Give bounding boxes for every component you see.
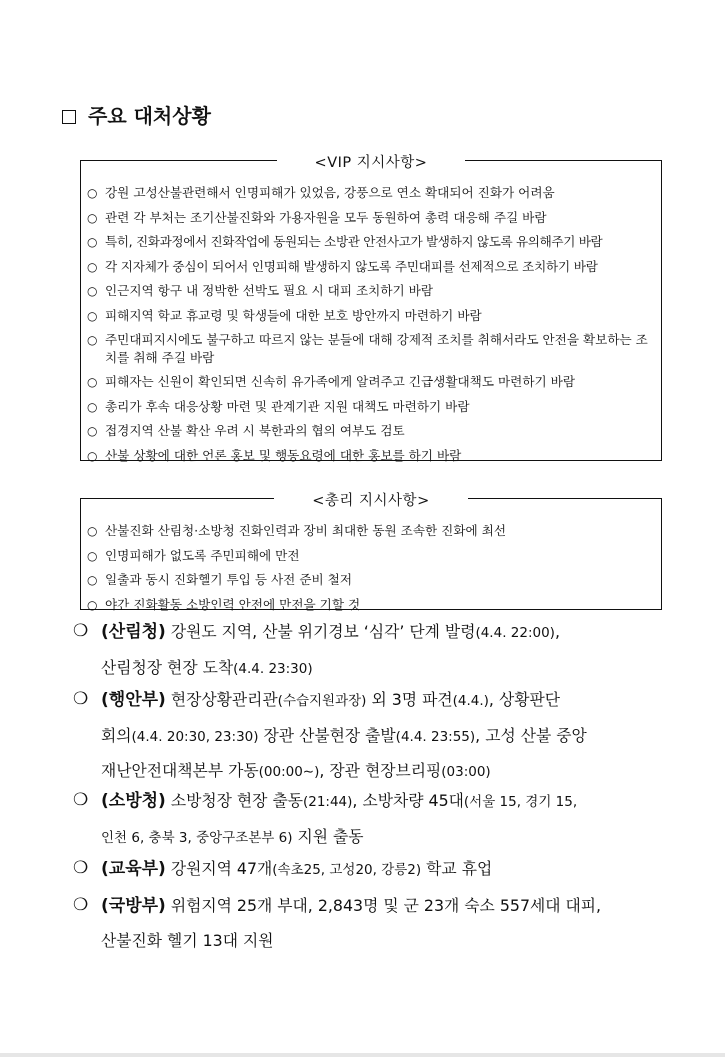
circle-bullet-icon: ○ (87, 333, 98, 347)
list-item: ○ 피해지역 학교 휴교령 및 학생들에 대한 보호 방안까지 마련하기 바람 (87, 304, 655, 329)
list-item: ○ 야간 진화활동 소방인력 안전에 만전을 기할 것 (87, 593, 655, 618)
agency-interior-ministry: ❍ (행안부) 현장상황관리관(수습지원과장) 외 3명 파견(4.4.), 상황판단 회의(4.4. 20:30, 23:30) 장관 산불현장 출발(4.4. 23:55), 고성 산불 중앙 재난안전대책본부 가동(00:00∼), 장관 현장브리핑(03:00) (73, 683, 665, 790)
circle-bullet-icon: ○ (87, 210, 98, 225)
circle-bullet-icon: ○ (87, 548, 98, 563)
pm-box-title: <총리 지시사항> (274, 493, 467, 509)
list-item: ○ 강원 고성산불관련해서 인명피해가 있었음, 강풍으로 연소 확대되어 진화가 어려움 (87, 181, 655, 206)
hollow-circle-bullet-icon: ❍ (73, 689, 89, 709)
circle-bullet-icon: ○ (87, 399, 98, 414)
circle-bullet-icon: ○ (87, 259, 98, 274)
list-item: ○ 총리가 후속 대응상황 마련 및 관계기관 지원 대책도 마련하기 바람 (87, 395, 655, 420)
circle-bullet-icon: ○ (87, 597, 98, 612)
agency-fire-agency: ❍ (소방청) 소방청장 현장 출동(21:44), 소방차량 45대(서울 15, 경기 15, 인천 6, 충북 3, 중앙구조본부 6) 지원 출동 (73, 784, 665, 855)
hollow-circle-bullet-icon: ❍ (73, 895, 89, 915)
circle-bullet-icon: ○ (87, 375, 98, 389)
circle-bullet-icon: ○ (87, 284, 98, 298)
list-item: ○ 산불 상황에 대한 언론 홍보 및 행동요령에 대한 홍보를 하기 바람 (87, 444, 655, 469)
list-item: ○ 인명피해가 없도록 주민피해에 만전 (87, 544, 655, 569)
section-title: 주요 대처상황 (62, 100, 211, 129)
agency-name: (소방청) (101, 791, 166, 811)
hollow-circle-bullet-icon: ❍ (73, 790, 89, 810)
list-item: ○ 접경지역 산불 확산 우려 시 북한과의 협의 여부도 검토 (87, 419, 655, 444)
agency-forest-service: ❍ (산림청) 강원도 지역, 산불 위기경보 ‘심각’ 단계 발령(4.4. 22:00), 산림청장 현장 도착(4.4. 23:30) (73, 615, 665, 686)
hollow-circle-bullet-icon: ❍ (73, 858, 89, 878)
circle-bullet-icon: ○ (87, 424, 98, 438)
list-item: ○ 일출과 동시 진화헬기 투입 등 사전 준비 철저 (87, 568, 655, 593)
agency-name: (교육부) (101, 859, 166, 879)
list-item: ○ 특히, 진화과정에서 진화작업에 동원되는 소방관 안전사고가 발생하지 않도록 유의해주기 바람 (87, 230, 655, 255)
pm-directives-box (80, 493, 662, 612)
agency-education-ministry: ❍ (교육부) 강원지역 47개(속초25, 고성20, 강릉2) 학교 휴업 (73, 852, 665, 888)
agency-defense-ministry: ❍ (국방부) 위험지역 25개 부대, 2,843명 및 군 23개 숙소 557세대 대피, 산불진화 헬기 13대 지원 (73, 889, 665, 957)
list-item: ○ 관련 각 부처는 조기산불진화와 가용자원을 모두 동원하여 총력 대응해 주길 바람 (87, 206, 655, 231)
list-item: ○ 산불진화 산림청·소방청 진화인력과 장비 최대한 동원 조속한 진화에 최선 (87, 519, 655, 544)
list-item: ○ 피해자는 신원이 확인되면 신속히 유가족에게 알려주고 긴급생활대책도 마련하기 바람 (87, 370, 655, 395)
circle-bullet-icon: ○ (87, 524, 98, 538)
page-bottom-edge (0, 1053, 725, 1057)
circle-bullet-icon: ○ (87, 186, 98, 200)
list-item: ○ 인근지역 항구 내 정박한 선박도 필요 시 대피 조치하기 바람 (87, 279, 655, 304)
list-item: ○ 주민대피지시에도 불구하고 따르지 않는 분들에 대해 강제적 조치를 취해서라도 안전을 확보하는 조치를 취해 주길 바람 (87, 332, 648, 365)
circle-bullet-icon: ○ (87, 573, 98, 587)
square-bullet-icon (62, 110, 76, 124)
agency-name: (국방부) (101, 896, 166, 916)
vip-directive-list (87, 181, 655, 468)
circle-bullet-icon: ○ (87, 308, 98, 323)
hollow-circle-bullet-icon: ❍ (73, 621, 89, 641)
vip-directives-box (80, 155, 662, 463)
vip-box-title: <VIP 지시사항> (277, 155, 466, 171)
list-item: ○ 각 지자체가 중심이 되어서 인명피해 발생하지 않도록 주민대피를 선제적으로 조치하기 바람 (87, 255, 655, 280)
circle-bullet-icon: ○ (87, 448, 98, 463)
agency-name: (행안부) (101, 690, 166, 710)
circle-bullet-icon: ○ (87, 235, 98, 249)
agency-name: (산림청) (101, 622, 166, 642)
pm-directive-list (87, 519, 655, 617)
